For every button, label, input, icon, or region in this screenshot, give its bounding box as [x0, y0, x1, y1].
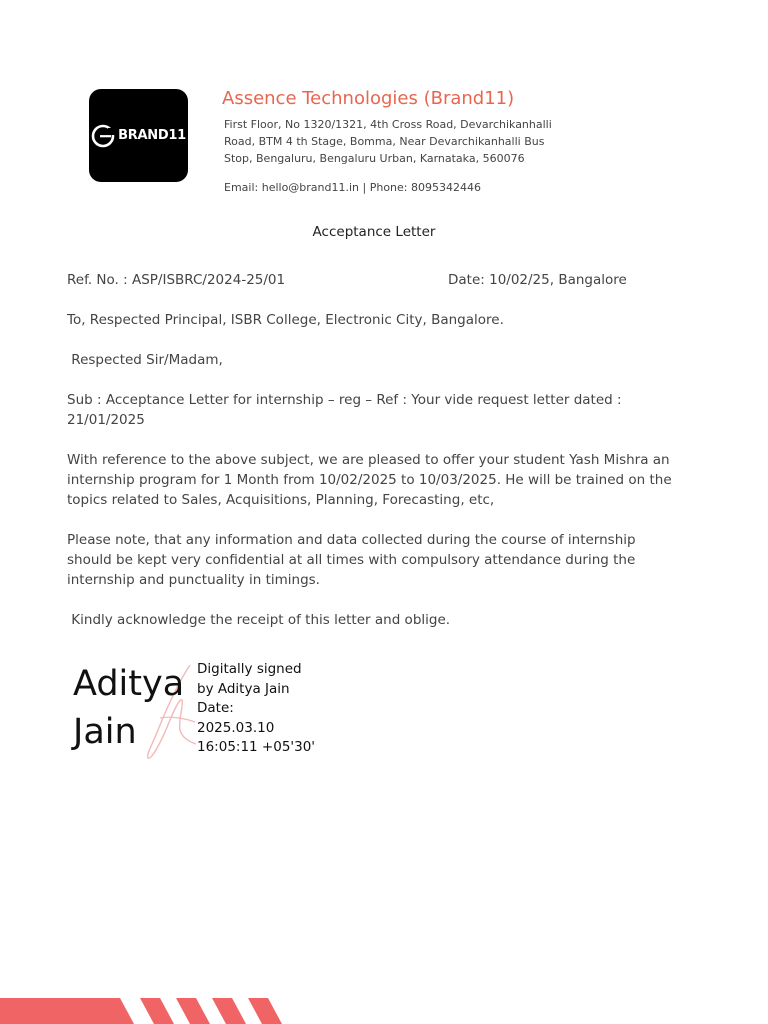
footer-stripes	[0, 998, 300, 1024]
address-line: First Floor, No 1320/1321, 4th Cross Road, Devarchikanhalli	[224, 118, 552, 131]
letter-title: Acceptance Letter	[312, 224, 436, 240]
signature-detail-line: 16:05:11 +05'30'	[197, 739, 316, 755]
signature-name	[73, 660, 184, 756]
company-contact: Email: hello@brand11.in | Phone: 8095342446	[224, 181, 481, 194]
signature-detail-line: Date:	[197, 700, 234, 716]
signature-last-name: Jain	[73, 712, 137, 752]
signature-first-name: Aditya	[73, 664, 185, 704]
paragraph-offer: With reference to the above subject, we are pleased to offer your student Yash Mishra an internship program for 1 Month from 10/02/2025 to 10/03/2025. He will be trained on the topics related to Sales, Acquisitions, Planning, Forecasting, etc,	[67, 452, 672, 508]
signature-detail-line: 2025.03.10	[197, 719, 275, 736]
logo-text: BRAND11	[118, 128, 186, 143]
address-line: Road, BTM 4 th Stage, Bomma, Near Devarchikanhalli Bus	[224, 135, 545, 148]
brand-mark-icon	[91, 124, 115, 148]
letter-date: Date: 10/02/25, Bangalore	[448, 272, 627, 288]
company-logo	[89, 89, 188, 182]
recipient: To, Respected Principal, ISBR College, Electronic City, Bangalore.	[67, 312, 504, 328]
reference-number: Ref. No. : ASP/ISBRC/2024-25/01	[67, 272, 286, 288]
closing-line: Kindly acknowledge the receipt of this letter and oblige.	[67, 612, 451, 628]
company-address	[224, 116, 604, 167]
signature-detail-line: Digitally signed	[197, 661, 302, 677]
address-line: Stop, Bengaluru, Bengaluru Urban, Karnataka, 560076	[224, 152, 525, 165]
subject-line: Sub : Acceptance Letter for internship – reg – Ref : Your vide request letter dated : 21/01/2025	[67, 392, 622, 428]
salutation: Respected Sir/Madam,	[67, 352, 223, 368]
signature-detail-line: by Aditya Jain	[197, 680, 290, 697]
signature-details	[197, 660, 315, 758]
company-name: Assence Technologies (Brand11)	[222, 88, 515, 109]
paragraph-confidentiality: Please note, that any information and data collected during the course of internship should be kept very confidential at all times with compulsory attendance during the internship and punctuality in timings.	[67, 532, 636, 588]
